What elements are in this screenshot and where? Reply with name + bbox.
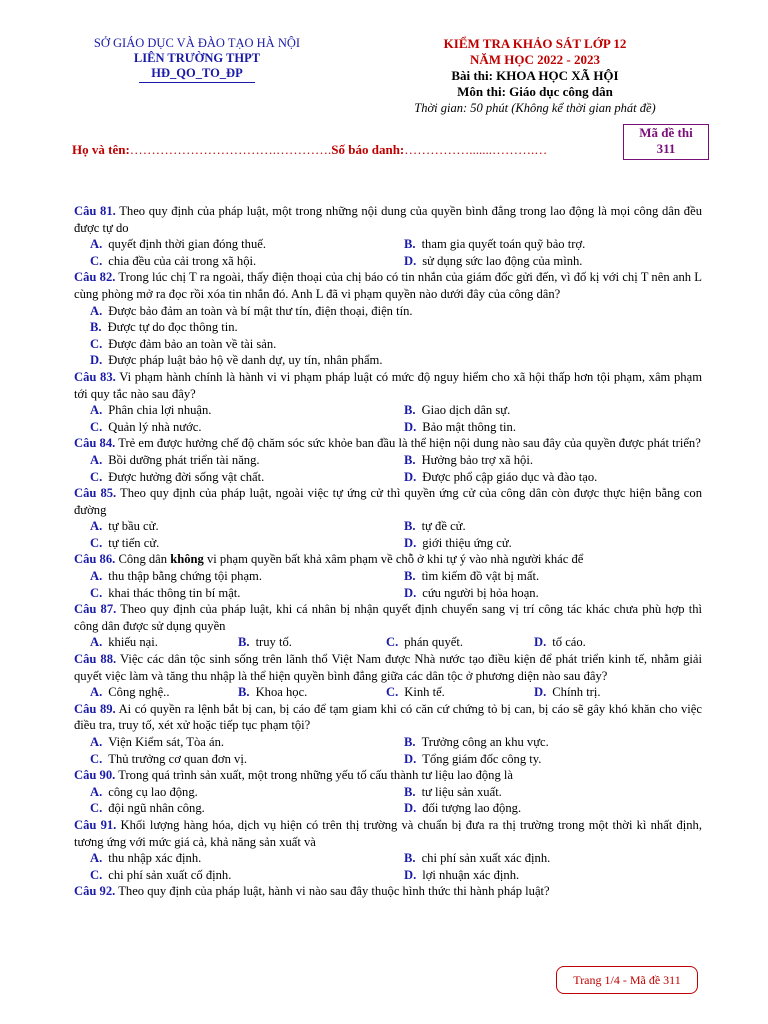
question-number: Câu 82. <box>74 270 116 285</box>
option-text: Hưởng bảo trợ xã hội. <box>421 452 533 467</box>
option-letter: D. <box>404 419 417 434</box>
option-letter: B. <box>238 635 250 650</box>
option-letter: C. <box>90 801 103 816</box>
answer-option <box>74 585 388 602</box>
question <box>74 551 702 568</box>
option-text: Trưởng công an khu vực. <box>421 735 549 749</box>
answer-option <box>388 800 702 817</box>
question-number: Câu 88. <box>74 652 117 667</box>
answer-options <box>74 568 702 601</box>
question-number: Câu 92. <box>74 884 116 899</box>
student-info-line <box>72 142 547 158</box>
option-text: tư liệu sản xuất. <box>421 784 502 799</box>
option-letter: C. <box>90 867 103 882</box>
option-letter: B. <box>404 569 416 584</box>
question <box>74 269 702 302</box>
answer-option <box>388 469 702 486</box>
answer-option <box>388 419 702 436</box>
answer-option <box>74 469 388 486</box>
option-text: tự đề cử. <box>421 519 466 534</box>
option-text: Khoa học. <box>255 685 308 700</box>
option-letter: B. <box>404 519 416 534</box>
option-letter: C. <box>90 336 103 351</box>
exam-code-label: Mã đề thi <box>639 125 693 140</box>
answer-option <box>518 684 702 701</box>
option-text: Thủ trưởng cơ quan đơn vị. <box>108 751 247 766</box>
question <box>74 435 702 452</box>
option-text: sử dụng sức lao động của mình. <box>422 253 583 268</box>
option-text: tố cáo. <box>552 635 586 650</box>
option-letter: C. <box>90 469 103 484</box>
option-text: thu nhập xác định. <box>108 851 202 866</box>
question-text: Trẻ em được hưởng chế độ chăm sóc sức khỏe ban đầu là thể hiện nội dung nào sau đây của quyền được phát triển? <box>115 436 701 451</box>
option-text: khai thác thông tin bí mật. <box>108 585 241 600</box>
option-letter: B. <box>404 403 416 418</box>
question <box>74 767 702 784</box>
question-text: Theo quy định của pháp luật, một trong những nội dung của quyền bình đẳng trong lao động là mọi công dân đều được tự do <box>74 204 702 235</box>
answer-options <box>74 236 702 269</box>
option-text: thu thập bằng chứng tội phạm. <box>108 569 262 584</box>
option-letter: C. <box>90 535 103 550</box>
option-letter: D. <box>404 253 417 268</box>
name-label: Họ và tên: <box>72 142 130 157</box>
option-text: Kinh tế. <box>404 685 445 700</box>
option-text: Phân chia lợi nhuận. <box>108 403 212 418</box>
answer-option <box>388 402 702 419</box>
answer-option <box>74 319 702 336</box>
option-text: cứu người bị hỏa hoạn. <box>422 585 539 600</box>
option-text: chia đều của cải trong xã hội. <box>108 253 257 268</box>
option-letter: A. <box>90 519 103 534</box>
option-text: Bảo mật thông tin. <box>422 419 516 434</box>
question-number: Câu 84. <box>74 436 116 451</box>
question-text-pre: Công dân <box>115 552 171 567</box>
answer-option <box>74 303 702 320</box>
option-letter: B. <box>90 320 102 335</box>
option-text: Được tự do đọc thông tin. <box>107 320 238 335</box>
question <box>74 485 702 518</box>
exam-code: 311 <box>656 141 676 156</box>
question-number: Câu 89. <box>74 701 116 716</box>
answer-option <box>518 634 702 651</box>
answer-option <box>370 634 518 651</box>
option-letter: B. <box>238 685 250 700</box>
answer-option <box>74 253 388 270</box>
question <box>74 883 702 900</box>
exam-time: Thời gian: 50 phút (Không kể thời gian phát đề) <box>414 101 656 115</box>
answer-option <box>388 518 702 535</box>
exam-subject: Môn thi: Giáo dục công dân <box>457 84 613 99</box>
question <box>74 369 702 402</box>
option-text: Được phổ cập giáo dục và đào tạo. <box>422 469 598 484</box>
question-text: Ai có quyền ra lệnh bắt bị can, bị cáo để tạm giam khi có căn cứ chứng tỏ bị can, bị cáo sẽ gây khó khăn cho việc điều tra, truy tố, xét xử hoặc tiếp tục phạm tội? <box>74 701 702 733</box>
answer-option <box>388 535 702 552</box>
option-letter: C. <box>90 585 103 600</box>
answer-option <box>74 336 702 353</box>
option-text: truy tố. <box>255 635 292 650</box>
option-letter: A. <box>90 403 103 418</box>
option-letter: D. <box>90 353 103 368</box>
question-text: Theo quy định của pháp luật, hành vi nào sau đây thuộc hình thức thi hành pháp luật? <box>115 884 550 899</box>
option-text: đội ngũ nhân công. <box>108 801 205 816</box>
option-letter: A. <box>90 237 103 252</box>
question-number: Câu 90. <box>74 768 116 783</box>
option-letter: C. <box>386 685 399 700</box>
question-emphasis: không <box>170 552 204 567</box>
answer-options <box>74 684 702 701</box>
answer-options <box>74 634 702 651</box>
option-letter: D. <box>404 751 417 766</box>
option-text: tự bầu cử. <box>108 519 159 534</box>
option-letter: B. <box>404 452 416 467</box>
answer-option <box>74 867 388 884</box>
question-text: Trong quá trình sản xuất, một trong những yếu tố cấu thành tư liệu lao động là <box>115 768 514 783</box>
page-footer: Trang 1/4 - Mã đề 311 <box>556 966 698 994</box>
answer-option <box>388 867 702 884</box>
sbd-label: Số báo danh: <box>331 142 405 157</box>
option-text: tự tiến cử. <box>108 535 160 550</box>
question-text: Việc các dân tộc sinh sống trên lãnh thổ Việt Nam được Nhà nước tạo điều kiện để phát triển kinh tế, nhằm giải quyết việc làm và tăng thu nhập là thể hiện quyền bình đẳng giữa các dân tộc ở phương diện nào sau đây? <box>74 652 702 683</box>
answer-option <box>74 784 388 801</box>
answer-option <box>74 535 388 552</box>
option-letter: D. <box>404 801 417 816</box>
answer-option <box>74 402 388 419</box>
option-text: tìm kiếm đồ vật bị mất. <box>421 569 540 584</box>
question-text: Theo quy định của pháp luật, khi cá nhân bị nhận quyết định chuyển sang vị trí công tác khác chưa phù hợp thì công dân được sử dụng quyền <box>74 602 702 633</box>
answer-option <box>74 634 222 651</box>
option-letter: C. <box>90 751 103 766</box>
option-letter: C. <box>386 635 399 650</box>
answer-option <box>388 236 702 253</box>
option-letter: A. <box>90 735 103 749</box>
option-text: Công nghệ.. <box>108 685 170 700</box>
answer-option <box>74 352 702 369</box>
answer-option <box>388 734 702 751</box>
option-letter: C. <box>90 419 103 434</box>
name-blank: …………………………….…………. <box>129 142 332 157</box>
option-letter: D. <box>404 535 417 550</box>
option-letter: A. <box>90 569 103 584</box>
question-number: Câu 83. <box>74 369 116 384</box>
answer-option <box>370 684 518 701</box>
option-text: công cụ lao động. <box>108 784 198 799</box>
option-letter: C. <box>90 253 103 268</box>
answer-options <box>74 452 702 485</box>
option-text: quyết định thời gian đóng thuế. <box>108 237 267 252</box>
option-letter: D. <box>404 585 417 600</box>
option-text: Giao dịch dân sự. <box>421 403 511 418</box>
answer-option <box>222 684 370 701</box>
option-letter: A. <box>90 303 103 318</box>
school-name: LIÊN TRƯỜNG THPT <box>133 51 261 65</box>
option-text: chi phí sản xuất xác định. <box>421 851 551 866</box>
question-number: Câu 81. <box>74 204 116 218</box>
question-text: Vi phạm hành chính là hành vi vi phạm pháp luật có mức độ nguy hiểm cho xã hội thấp hơn tội phạm, xâm phạm tới quy tắc nào sau đây? <box>74 369 702 401</box>
answer-option <box>74 684 222 701</box>
option-text: Chính trị. <box>552 685 601 700</box>
answer-option <box>74 751 388 768</box>
option-letter: A. <box>90 851 103 866</box>
question-number: Câu 91. <box>74 817 117 832</box>
option-text: chi phí sản xuất cố định. <box>108 867 232 882</box>
question-text: Trong lúc chị T ra ngoài, thấy điện thoại của chị báo có tin nhắn của giám đốc gửi đến, vì đố kị với chị T nên anh L cùng phòng mở ra đọc rồi xóa tin nhắn đó. Anh L đã vi phạm quyền nào dưới đây của công dân? <box>74 270 702 301</box>
answer-option <box>388 585 702 602</box>
question-number: Câu 87. <box>74 602 117 617</box>
option-text: Tổng giám đốc công ty. <box>422 751 542 766</box>
option-text: Được hưởng đời sống vật chất. <box>108 469 265 484</box>
answer-options <box>74 303 702 369</box>
option-text: Được pháp luật bảo hộ về danh dự, uy tín, nhân phẩm. <box>108 353 383 368</box>
answer-option <box>388 850 702 867</box>
answer-options <box>74 518 702 551</box>
exam-code-box <box>623 124 709 160</box>
option-letter: D. <box>534 635 547 650</box>
answer-options <box>74 734 702 767</box>
answer-options <box>74 850 702 883</box>
answer-option <box>388 568 702 585</box>
question <box>74 817 702 850</box>
answer-option <box>388 253 702 270</box>
question-text: Theo quy định của pháp luật, ngoài việc tự ứng cử thì quyền ứng cử của công dân còn được thực hiện bằng con đường <box>74 486 702 517</box>
question-number: Câu 85. <box>74 486 117 501</box>
exam-title: KIỂM TRA KHẢO SÁT LỚP 12 <box>443 36 627 51</box>
answer-option <box>74 800 388 817</box>
answer-option <box>222 634 370 651</box>
sbd-blank: …………….......……….… <box>404 142 548 157</box>
exam-name: Bài thi: KHOA HỌC XÃ HỘI <box>451 68 619 83</box>
option-letter: A. <box>90 635 103 650</box>
school-code: HĐ_QO_TO_ĐP <box>139 66 254 83</box>
option-text: giới thiệu ứng cử. <box>422 535 512 550</box>
option-text: Bồi dưỡng phát triển tài năng. <box>108 452 260 467</box>
question <box>74 601 702 634</box>
answer-option <box>74 734 388 751</box>
option-text: Được đảm bảo an toàn về tài sản. <box>108 336 277 351</box>
answer-option <box>388 784 702 801</box>
option-text: Viện Kiểm sát, Tòa án. <box>108 735 225 749</box>
answer-option <box>74 518 388 535</box>
exam-header <box>395 36 675 116</box>
option-letter: B. <box>404 735 416 749</box>
option-text: lợi nhuận xác định. <box>422 867 520 882</box>
option-text: Quản lý nhà nước. <box>108 419 202 434</box>
exam-year: NĂM HỌC 2022 - 2023 <box>470 52 600 67</box>
department-name: SỞ GIÁO DỤC VÀ ĐÀO TẠO HÀ NỘI <box>93 36 301 50</box>
question-number: Câu 86. <box>74 552 116 567</box>
answer-option <box>388 751 702 768</box>
question <box>74 701 702 734</box>
school-header <box>72 36 322 83</box>
option-letter: B. <box>404 237 416 252</box>
question <box>74 203 702 236</box>
answer-option <box>74 236 388 253</box>
option-letter: D. <box>404 469 417 484</box>
option-letter: B. <box>404 784 416 799</box>
option-text: tham gia quyết toán quỹ bảo trợ. <box>421 237 586 252</box>
option-text: Được bảo đảm an toàn và bí mật thư tín, điện thoại, điện tín. <box>108 303 413 318</box>
answer-option <box>388 452 702 469</box>
answer-options <box>74 402 702 435</box>
question-list <box>74 203 702 900</box>
option-text: đối tượng lao động. <box>422 801 522 816</box>
option-letter: A. <box>90 784 103 799</box>
question-text: vi phạm quyền bất khả xâm phạm về chỗ ở khi tự ý vào nhà người khác để <box>203 552 584 567</box>
option-letter: D. <box>534 685 547 700</box>
option-letter: A. <box>90 685 103 700</box>
answer-option <box>74 452 388 469</box>
answer-option <box>74 419 388 436</box>
option-letter: D. <box>404 867 417 882</box>
option-letter: B. <box>404 851 416 866</box>
option-text: khiếu nại. <box>108 635 158 650</box>
option-letter: A. <box>90 452 103 467</box>
question-text: Khối lượng hàng hóa, dịch vụ hiện có trên thị trường và chuẩn bị đưa ra thị trường trong một thời kì nhất định, tương ứng với mức giá cả, khả năng sản xuất và <box>74 817 702 849</box>
answer-option <box>74 850 388 867</box>
answer-option <box>74 568 388 585</box>
answer-options <box>74 784 702 817</box>
question <box>74 651 702 684</box>
option-text: phán quyết. <box>404 635 464 650</box>
